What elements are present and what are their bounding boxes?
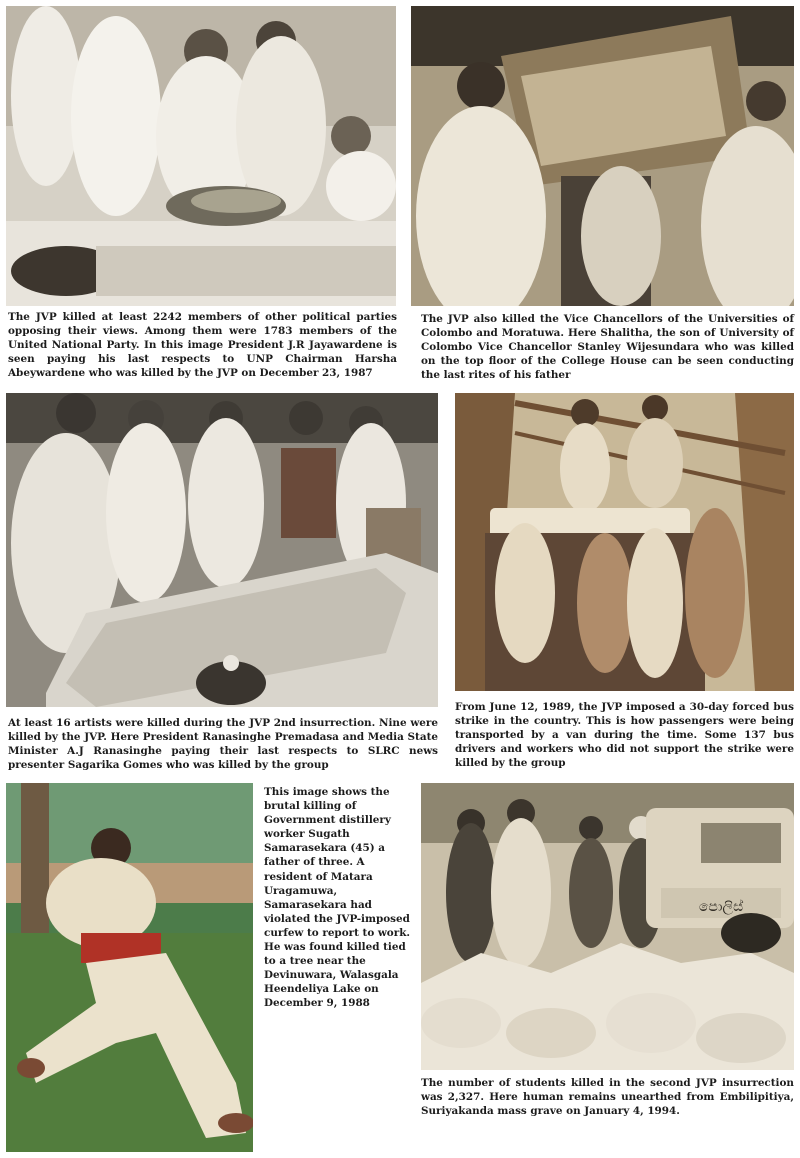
- photo-abeywardene-funeral: [6, 6, 396, 306]
- caption-abeywardene: The JVP killed at least 2242 members of other political parties opposing their views. Among them were 1783 members of the United National Party. In this image President J.R Jayawardene is seen paying his last respects to UNP Chairman Harsha Abeywardene who was killed by the JVP on December 23, 1987: [8, 311, 397, 380]
- caption-distillery-worker: This image shows the brutal killing of Government distillery worker Sugath Samarasekara (45) a father of three. A resident of Matara Uragamuwa, Samarasekara had violated the JVP-imposed curfew to report to work. He was found killed tied to a tree near the Devinuwara, Walasgala Heendeliya Lake on December 9, 1988: [264, 786, 411, 1010]
- caption-artists: At least 16 artists were killed during the JVP 2nd insurrection. Nine were killed by the JVP. Here President Ranasinghe Premadasa and Media State Minister A.J Ranasinghe paying their last respects to SLRC news presenter Sagarika Gomes who was killed by the group: [8, 717, 438, 772]
- caption-vice-chancellors: The JVP also killed the Vice Chancellors of the Universities of Colombo and Moratuwa. Here Shalitha, the son of University of Colombo Vice Chancellor Stanley Wijesundara who was killed on the top floor of the College House can be seen conducting the last rites of his father: [421, 313, 794, 382]
- caption-students: The number of students killed in the second JVP insurrection was 2,327. Here human remains unearthed from Embilipitiya, Suriyakanda mass grave on January 4, 1994.: [421, 1077, 794, 1118]
- photo-bus-strike-van: [455, 393, 794, 691]
- caption-bus-strike: From June 12, 1989, the JVP imposed a 30-day forced bus strike in the country. This is how passengers were being transported by a van during the time. Some 137 bus drivers and workers who did not support the strike were killed by the group: [455, 701, 794, 770]
- van-sign: පොලිස්: [698, 899, 744, 915]
- photo-distillery-worker: [6, 783, 253, 1152]
- photo-vice-chancellor-funeral: [411, 6, 794, 306]
- photo-suriyakanda-mass-grave: [421, 783, 794, 1070]
- photo-sagarika-gomes-funeral: [6, 393, 438, 707]
